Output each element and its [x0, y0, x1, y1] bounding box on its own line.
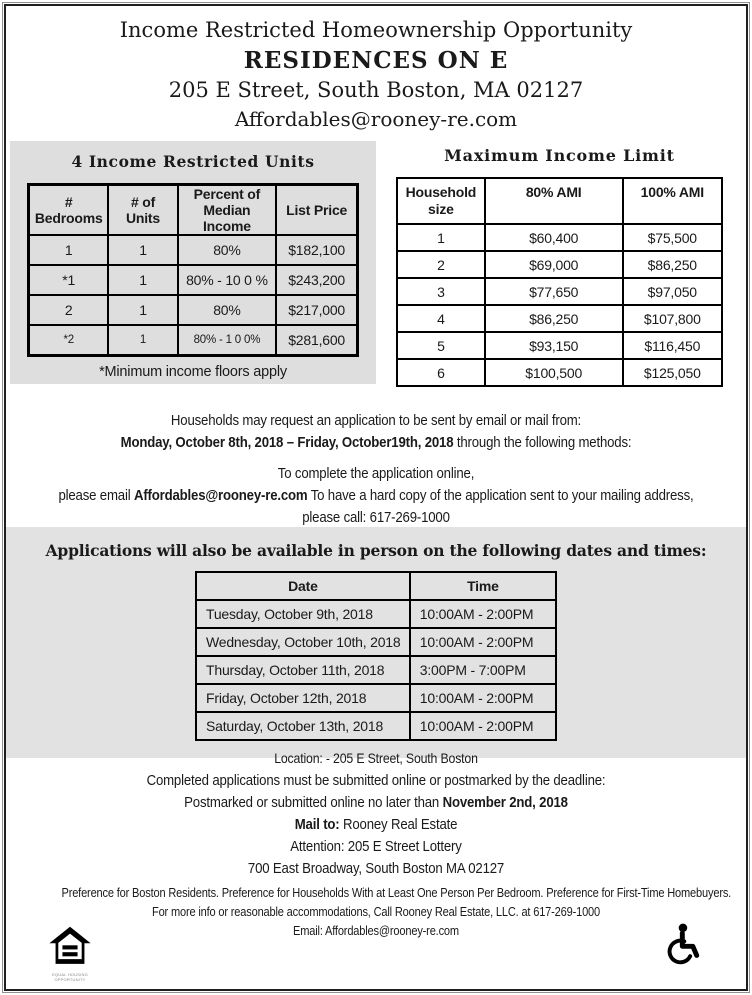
table-cell: 80% - 1 0 0% [178, 325, 277, 355]
table-cell: 5 [397, 332, 485, 359]
mail-to-label: Mail to: [294, 816, 340, 833]
footer-line-2: For more info or reasonable accommodations, Call Rooney Real Estate, LLC. at 617-269-1000 [151, 904, 601, 919]
application-request-info [6, 410, 746, 529]
income-panel [396, 141, 723, 387]
dates-table-header-row [196, 572, 556, 600]
submission-info [6, 770, 746, 880]
income-panel-title: Maximum Income Limit [444, 146, 675, 165]
table-row [397, 332, 722, 359]
table-cell: Friday, October 12th, 2018 [196, 684, 410, 712]
table-cell: $243,200 [276, 265, 357, 295]
request-line-4 [50, 485, 701, 507]
header [6, 16, 746, 133]
table-cell: 1 [397, 224, 485, 251]
header-address: 205 E Street, South Boston, MA 02127 [168, 78, 584, 102]
table-cell: $107,800 [623, 305, 722, 332]
table-row [29, 265, 358, 295]
table-cell: 3 [397, 278, 485, 305]
in-person-location: Location: - 205 E Street, South Boston [274, 750, 478, 766]
header-email: Affordables@rooney-re.com [234, 107, 518, 131]
table-cell: $86,250 [485, 305, 623, 332]
submission-address: 700 East Broadway, South Boston MA 02127 [247, 860, 505, 877]
header-line-opportunity: Income Restricted Homeownership Opportunity [119, 18, 633, 42]
table-cell: 1 [108, 295, 177, 325]
request-line-3: To complete the application online, [277, 465, 475, 482]
table-cell: 3:00PM - 7:00PM [410, 656, 556, 684]
table-cell: 10:00AM - 2:00PM [410, 628, 556, 656]
equal-housing-house-icon [48, 926, 92, 966]
request-phone: please call: 617-269-1000 [302, 509, 450, 526]
units-table-header-row [29, 185, 358, 236]
table-cell: $217,000 [276, 295, 357, 325]
submission-line-2 [50, 792, 701, 814]
submission-deadline: November 2nd, 2018 [442, 794, 568, 811]
request-line-1: Households may request an application to be sent by email or mail from: [170, 412, 582, 429]
table-cell: $116,450 [623, 332, 722, 359]
table-row [29, 325, 358, 355]
table-cell: Saturday, October 13th, 2018 [196, 712, 410, 740]
units-panel [10, 141, 376, 384]
table-cell: *2 [29, 325, 109, 355]
column-header-household-size: Household size [397, 178, 485, 224]
table-cell: 1 [108, 265, 177, 295]
table-row [196, 600, 556, 628]
table-row [397, 278, 722, 305]
wheelchair-accessibility-icon [660, 921, 702, 965]
table-row [196, 712, 556, 740]
table-cell: *1 [29, 265, 109, 295]
table-cell: $93,150 [485, 332, 623, 359]
table-cell: 4 [397, 305, 485, 332]
table-cell: Thursday, October 11th, 2018 [196, 656, 410, 684]
column-header-date: Date [196, 572, 410, 600]
submission-line-3 [50, 814, 701, 836]
table-cell: 1 [108, 235, 177, 265]
table-cell: Wednesday, October 10th, 2018 [196, 628, 410, 656]
table-cell: $86,250 [623, 251, 722, 278]
table-cell: 2 [397, 251, 485, 278]
submission-line-1: Completed applications must be submitted online or postmarked by the deadline: [146, 772, 606, 789]
units-panel-title: 4 Income Restricted Units [71, 152, 315, 171]
request-line-2-rest: through the following methods: [453, 434, 632, 451]
table-row [196, 628, 556, 656]
column-header-80-ami: 80% AMI [485, 178, 623, 224]
table-cell: 10:00AM - 2:00PM [410, 684, 556, 712]
equal-housing-caption: EQUAL HOUSING OPPORTUNITY [52, 972, 88, 982]
table-cell: 1 [108, 325, 177, 355]
table-cell: $97,050 [623, 278, 722, 305]
in-person-title: Applications will also be available in person on the following dates and times: [45, 541, 707, 560]
column-header-time: Time [410, 572, 556, 600]
equal-housing-opportunity-logo [46, 926, 94, 982]
table-cell: $100,500 [485, 359, 623, 386]
table-row [397, 305, 722, 332]
table-row [29, 235, 358, 265]
table-cell: $60,400 [485, 224, 623, 251]
in-person-section [6, 527, 746, 766]
table-cell: $69,000 [485, 251, 623, 278]
table-cell: $182,100 [276, 235, 357, 265]
income-table-header-row [397, 178, 722, 224]
footer-line-3: Email: Affordables@rooney-re.com [293, 923, 459, 938]
table-cell: 6 [397, 359, 485, 386]
request-dates: Monday, October 8th, 2018 – Friday, October19th, 2018 [120, 434, 454, 451]
column-header-100-ami: 100% AMI [623, 178, 722, 224]
table-cell: $75,500 [623, 224, 722, 251]
table-cell: Tuesday, October 9th, 2018 [196, 600, 410, 628]
mail-to-value: Rooney Real Estate [339, 816, 458, 833]
request-line-2 [50, 432, 701, 454]
request-line-4-rest: To have a hard copy of the application sent to your mailing address, [307, 487, 694, 504]
request-email: Affordables@rooney-re.com [133, 487, 308, 504]
table-cell: 10:00AM - 2:00PM [410, 712, 556, 740]
table-cell: 10:00AM - 2:00PM [410, 600, 556, 628]
units-footnote: *Minimum income floors apply [99, 363, 287, 380]
page-title: RESIDENCES ON E [243, 47, 509, 74]
table-cell: 1 [29, 235, 109, 265]
table-cell: $281,600 [276, 325, 357, 355]
column-header-num-units: # of Units [108, 185, 177, 236]
request-line-4-pre: please email [58, 487, 134, 504]
table-cell: 80% [178, 235, 277, 265]
table-row [196, 656, 556, 684]
table-cell: $125,050 [623, 359, 722, 386]
column-header-list-price: List Price [276, 185, 357, 236]
column-header-bedrooms: # Bedrooms [29, 185, 109, 236]
dates-table [195, 571, 557, 741]
table-cell: 2 [29, 295, 109, 325]
table-row [397, 224, 722, 251]
footer-line-1: Preference for Boston Residents. Preference for Households With at Least One Person Per Bedroom. Preference for First-Time Homebuyers. [61, 885, 732, 900]
submission-attention: Attention: 205 E Street Lottery [290, 838, 462, 855]
table-cell: $77,650 [485, 278, 623, 305]
submission-line-2-pre: Postmarked or submitted online no later than [184, 794, 443, 811]
table-row [29, 295, 358, 325]
table-row [397, 251, 722, 278]
column-header-percent-median-income: Percent of Median Income [178, 185, 277, 236]
table-cell: 80% - 10 0 % [178, 265, 277, 295]
income-table [396, 177, 723, 387]
table-row [397, 359, 722, 386]
preferences-footer [6, 883, 746, 940]
units-table [27, 183, 359, 357]
table-cell: 80% [178, 295, 277, 325]
table-row [196, 684, 556, 712]
